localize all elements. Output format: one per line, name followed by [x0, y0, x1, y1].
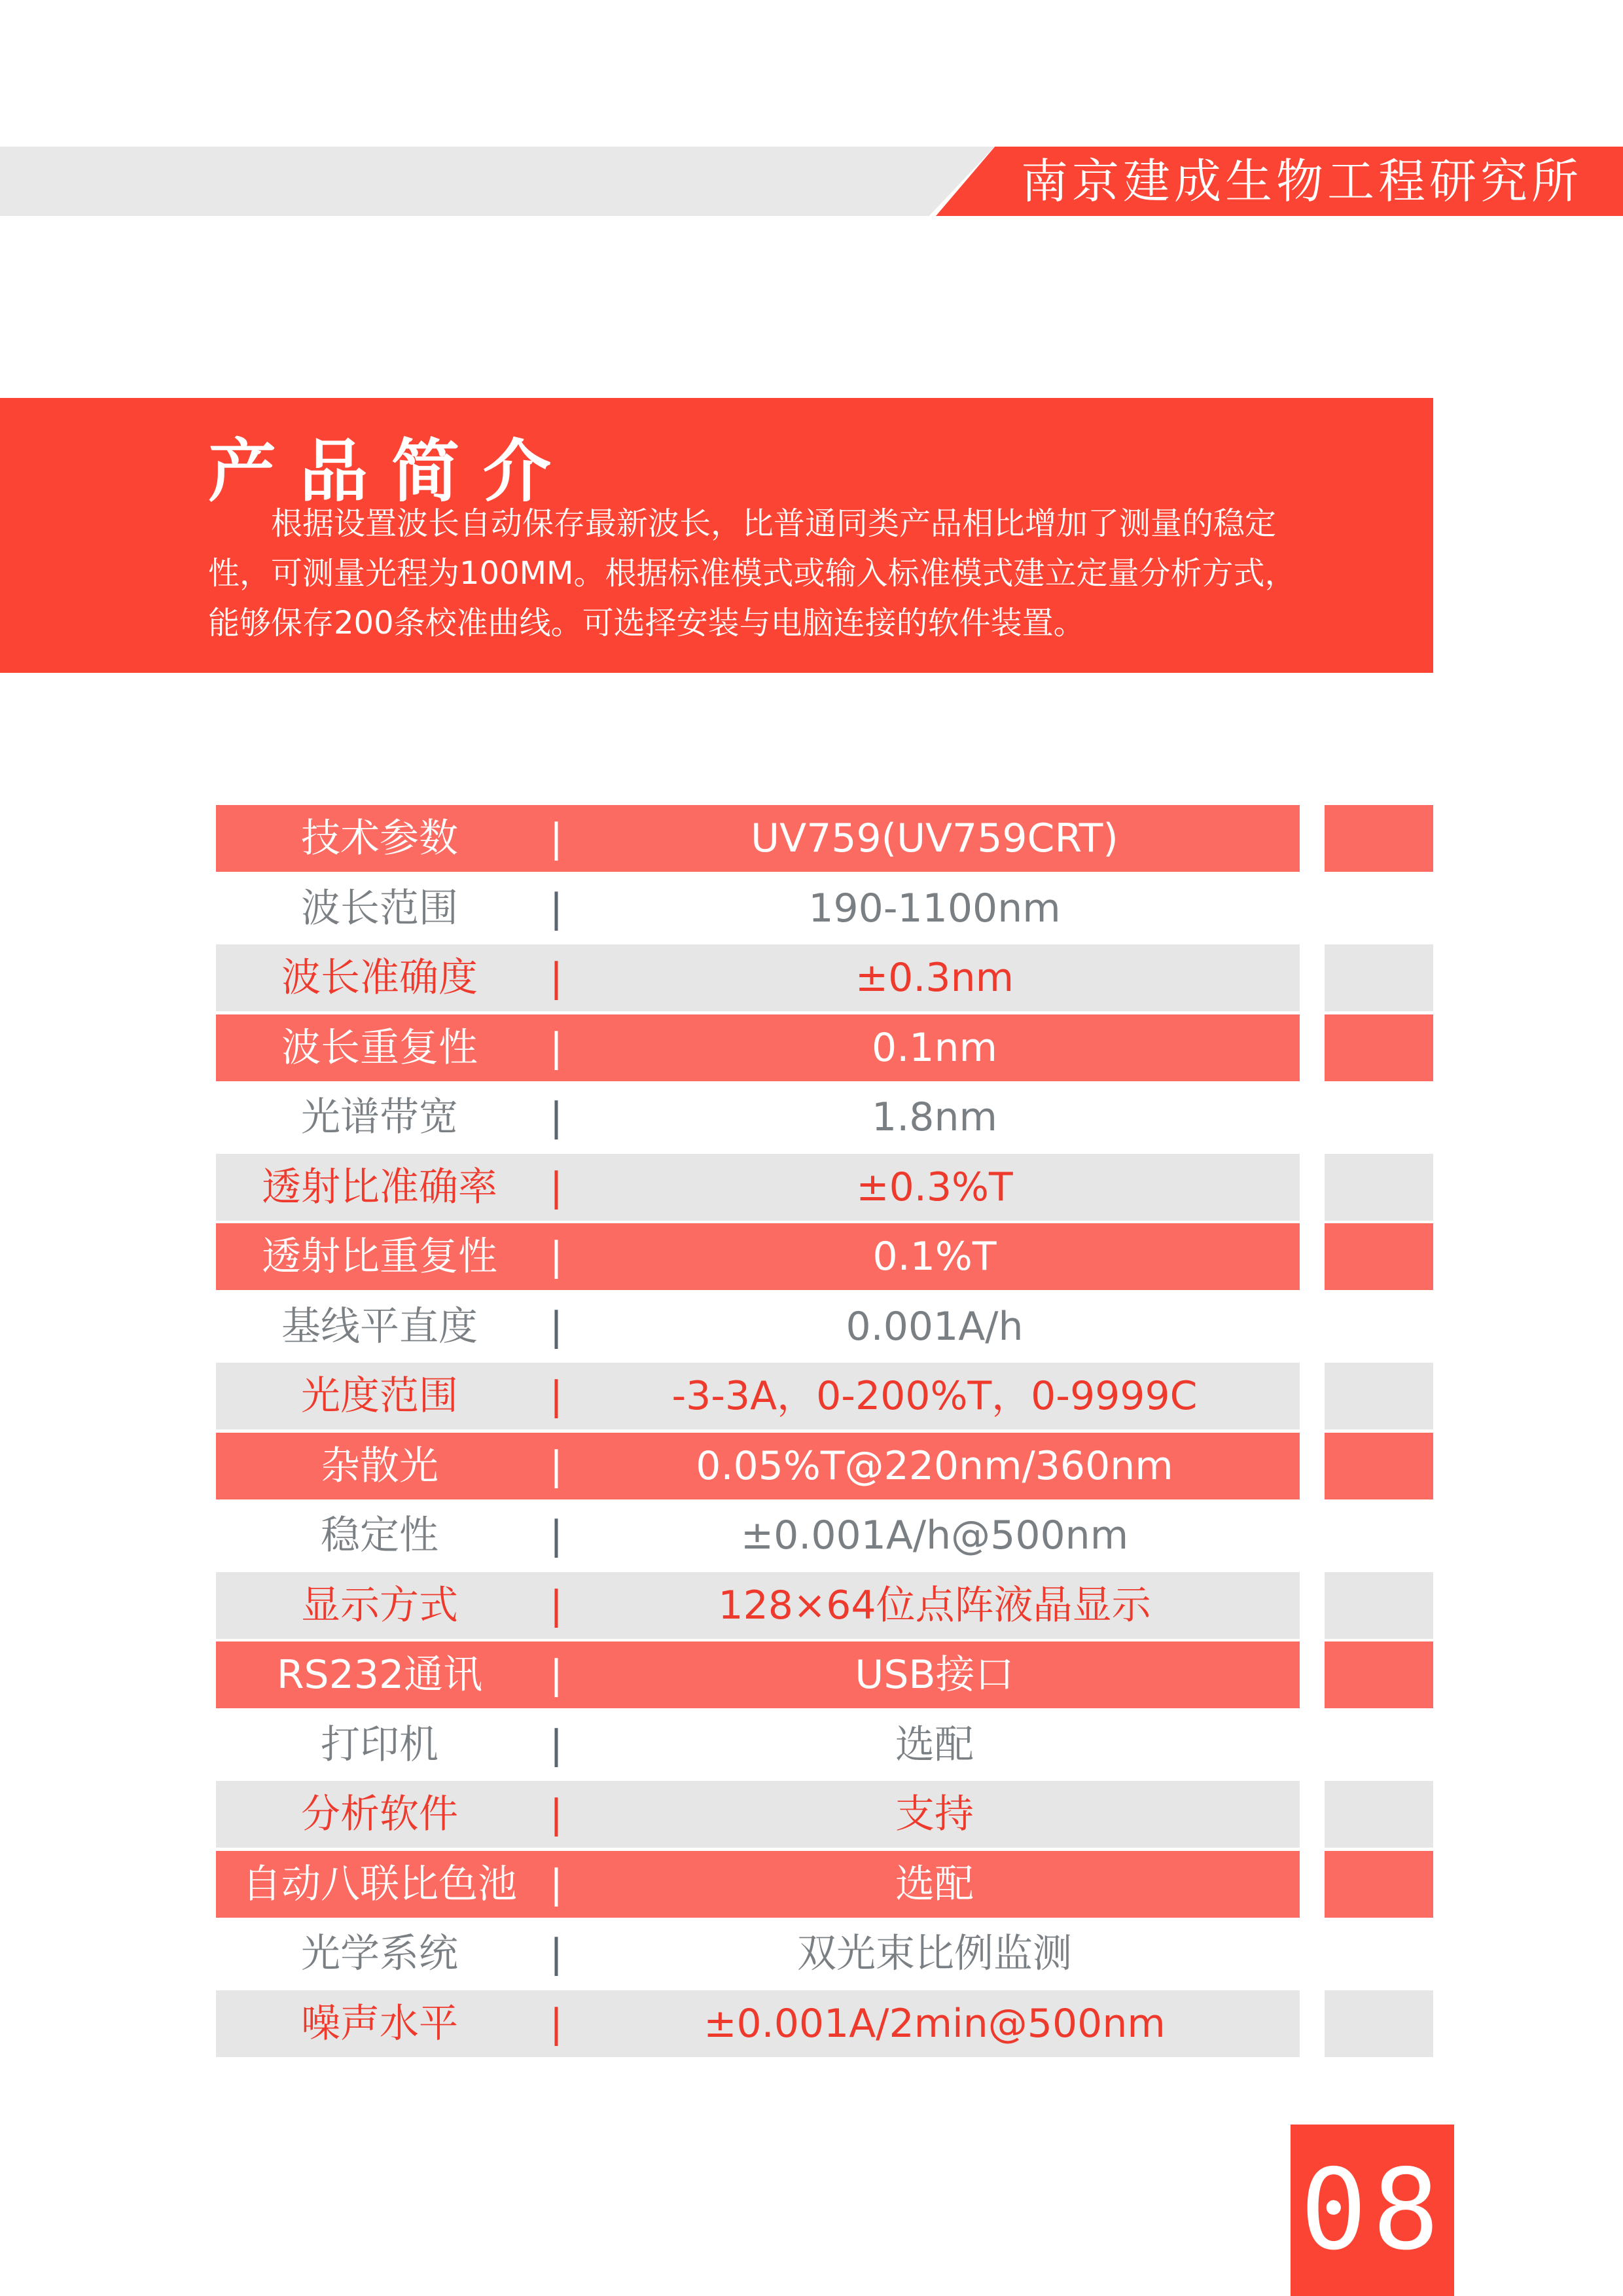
spec-value: -3-3A，0-200%T，0-9999C: [671, 1373, 1198, 1419]
spec-label: 稳定性: [321, 1513, 438, 1558]
spec-value: 双光束比例监测: [797, 1931, 1072, 1977]
separator: |: [549, 1652, 563, 1698]
spec-value: USB接口: [855, 1652, 1014, 1698]
spec-label: 波长范围: [301, 885, 458, 931]
table-row: [216, 1712, 1433, 1782]
separator: |: [549, 1721, 563, 1768]
spec-value: ±0.001A/2min@500nm: [704, 2000, 1166, 2047]
separator: |: [549, 1582, 563, 1628]
separator: |: [549, 816, 563, 861]
table-row: [216, 1502, 1433, 1572]
separator: |: [549, 1234, 563, 1280]
table-row: [216, 875, 1433, 945]
separator: |: [549, 1513, 563, 1558]
table-row: [216, 1433, 1433, 1503]
separator: |: [549, 1164, 563, 1210]
table-row: [216, 1641, 1433, 1712]
spec-label: 自动八联比色池: [242, 1861, 517, 1907]
spec-value: 0.05%T@220nm/360nm: [696, 1443, 1173, 1489]
spec-label: 噪声水平: [301, 2000, 458, 2047]
spec-label: RS232通讯: [276, 1652, 483, 1698]
separator: |: [549, 1861, 563, 1907]
separator: |: [549, 1443, 563, 1489]
separator: |: [549, 955, 563, 1001]
spec-label: 波长准确度: [281, 955, 478, 1001]
table-row: [216, 1014, 1433, 1085]
separator: |: [549, 1931, 563, 1977]
spec-value: ±0.3%T: [856, 1164, 1013, 1210]
table-row: [216, 805, 1433, 875]
spec-label: 透射比重复性: [262, 1234, 497, 1280]
table-row: [216, 1920, 1433, 1990]
page-number: 08: [1300, 2145, 1445, 2275]
spec-label: 光度范围: [301, 1373, 458, 1419]
separator: |: [549, 2000, 563, 2047]
spec-value: ±0.001A/h@500nm: [740, 1513, 1129, 1558]
spec-label: 光谱带宽: [301, 1094, 458, 1140]
table-row: [216, 1851, 1433, 1921]
spec-label: 技术参数: [301, 816, 458, 861]
spec-value: UV759(UV759CRT): [751, 816, 1118, 861]
spec-label: 光学系统: [301, 1931, 458, 1977]
spec-value: 190-1100nm: [808, 885, 1061, 931]
intro-title: 产品简介: [208, 431, 575, 511]
table-row: [216, 1154, 1433, 1224]
spec-value: 支持: [895, 1791, 974, 1837]
table-row: [216, 1572, 1433, 1642]
spec-value: 128×64位点阵液晶显示: [718, 1582, 1151, 1628]
table-row: [216, 1223, 1433, 1293]
separator: |: [549, 1024, 563, 1071]
table-row: [216, 1990, 1433, 2060]
spec-value: 0.1nm: [872, 1024, 997, 1071]
spec-value: 1.8nm: [872, 1094, 997, 1140]
spec-value: ±0.3nm: [855, 955, 1014, 1001]
spec-label: 杂散光: [321, 1443, 438, 1489]
spec-label: 分析软件: [301, 1791, 458, 1837]
spec-label: 波长重复性: [281, 1024, 478, 1071]
spec-value: 选配: [895, 1861, 974, 1907]
spec-label: 基线平直度: [281, 1303, 478, 1350]
table-row: [216, 1781, 1433, 1851]
separator: |: [549, 1791, 563, 1837]
intro-text: 根据设置波长自动保存最新波长，比普通同类产品相比增加了测量的稳定性，可测量光程为100MM。根据标准模式或输入标准模式建立定量分析方式，能够保存200条校准曲线。可选择安装与电脑连接的软件装置。: [208, 505, 1296, 641]
spec-table: [216, 805, 1433, 2060]
separator: |: [549, 1303, 563, 1350]
spec-value: 0.001A/h: [846, 1303, 1024, 1350]
separator: |: [549, 885, 563, 931]
table-row: [216, 944, 1433, 1014]
spec-label: 打印机: [321, 1721, 438, 1768]
spec-value: 选配: [895, 1721, 974, 1768]
spec-label: 透射比准确率: [262, 1164, 497, 1210]
separator: |: [549, 1373, 563, 1419]
table-row: [216, 1363, 1433, 1433]
organization-name: 南京建成生物工程研究所: [1021, 154, 1583, 209]
spec-label: 显示方式: [301, 1582, 458, 1628]
table-row: [216, 1084, 1433, 1154]
table-row: [216, 1293, 1433, 1363]
spec-value: 0.1%T: [872, 1234, 997, 1280]
separator: |: [549, 1094, 563, 1140]
header-band: [0, 147, 995, 216]
